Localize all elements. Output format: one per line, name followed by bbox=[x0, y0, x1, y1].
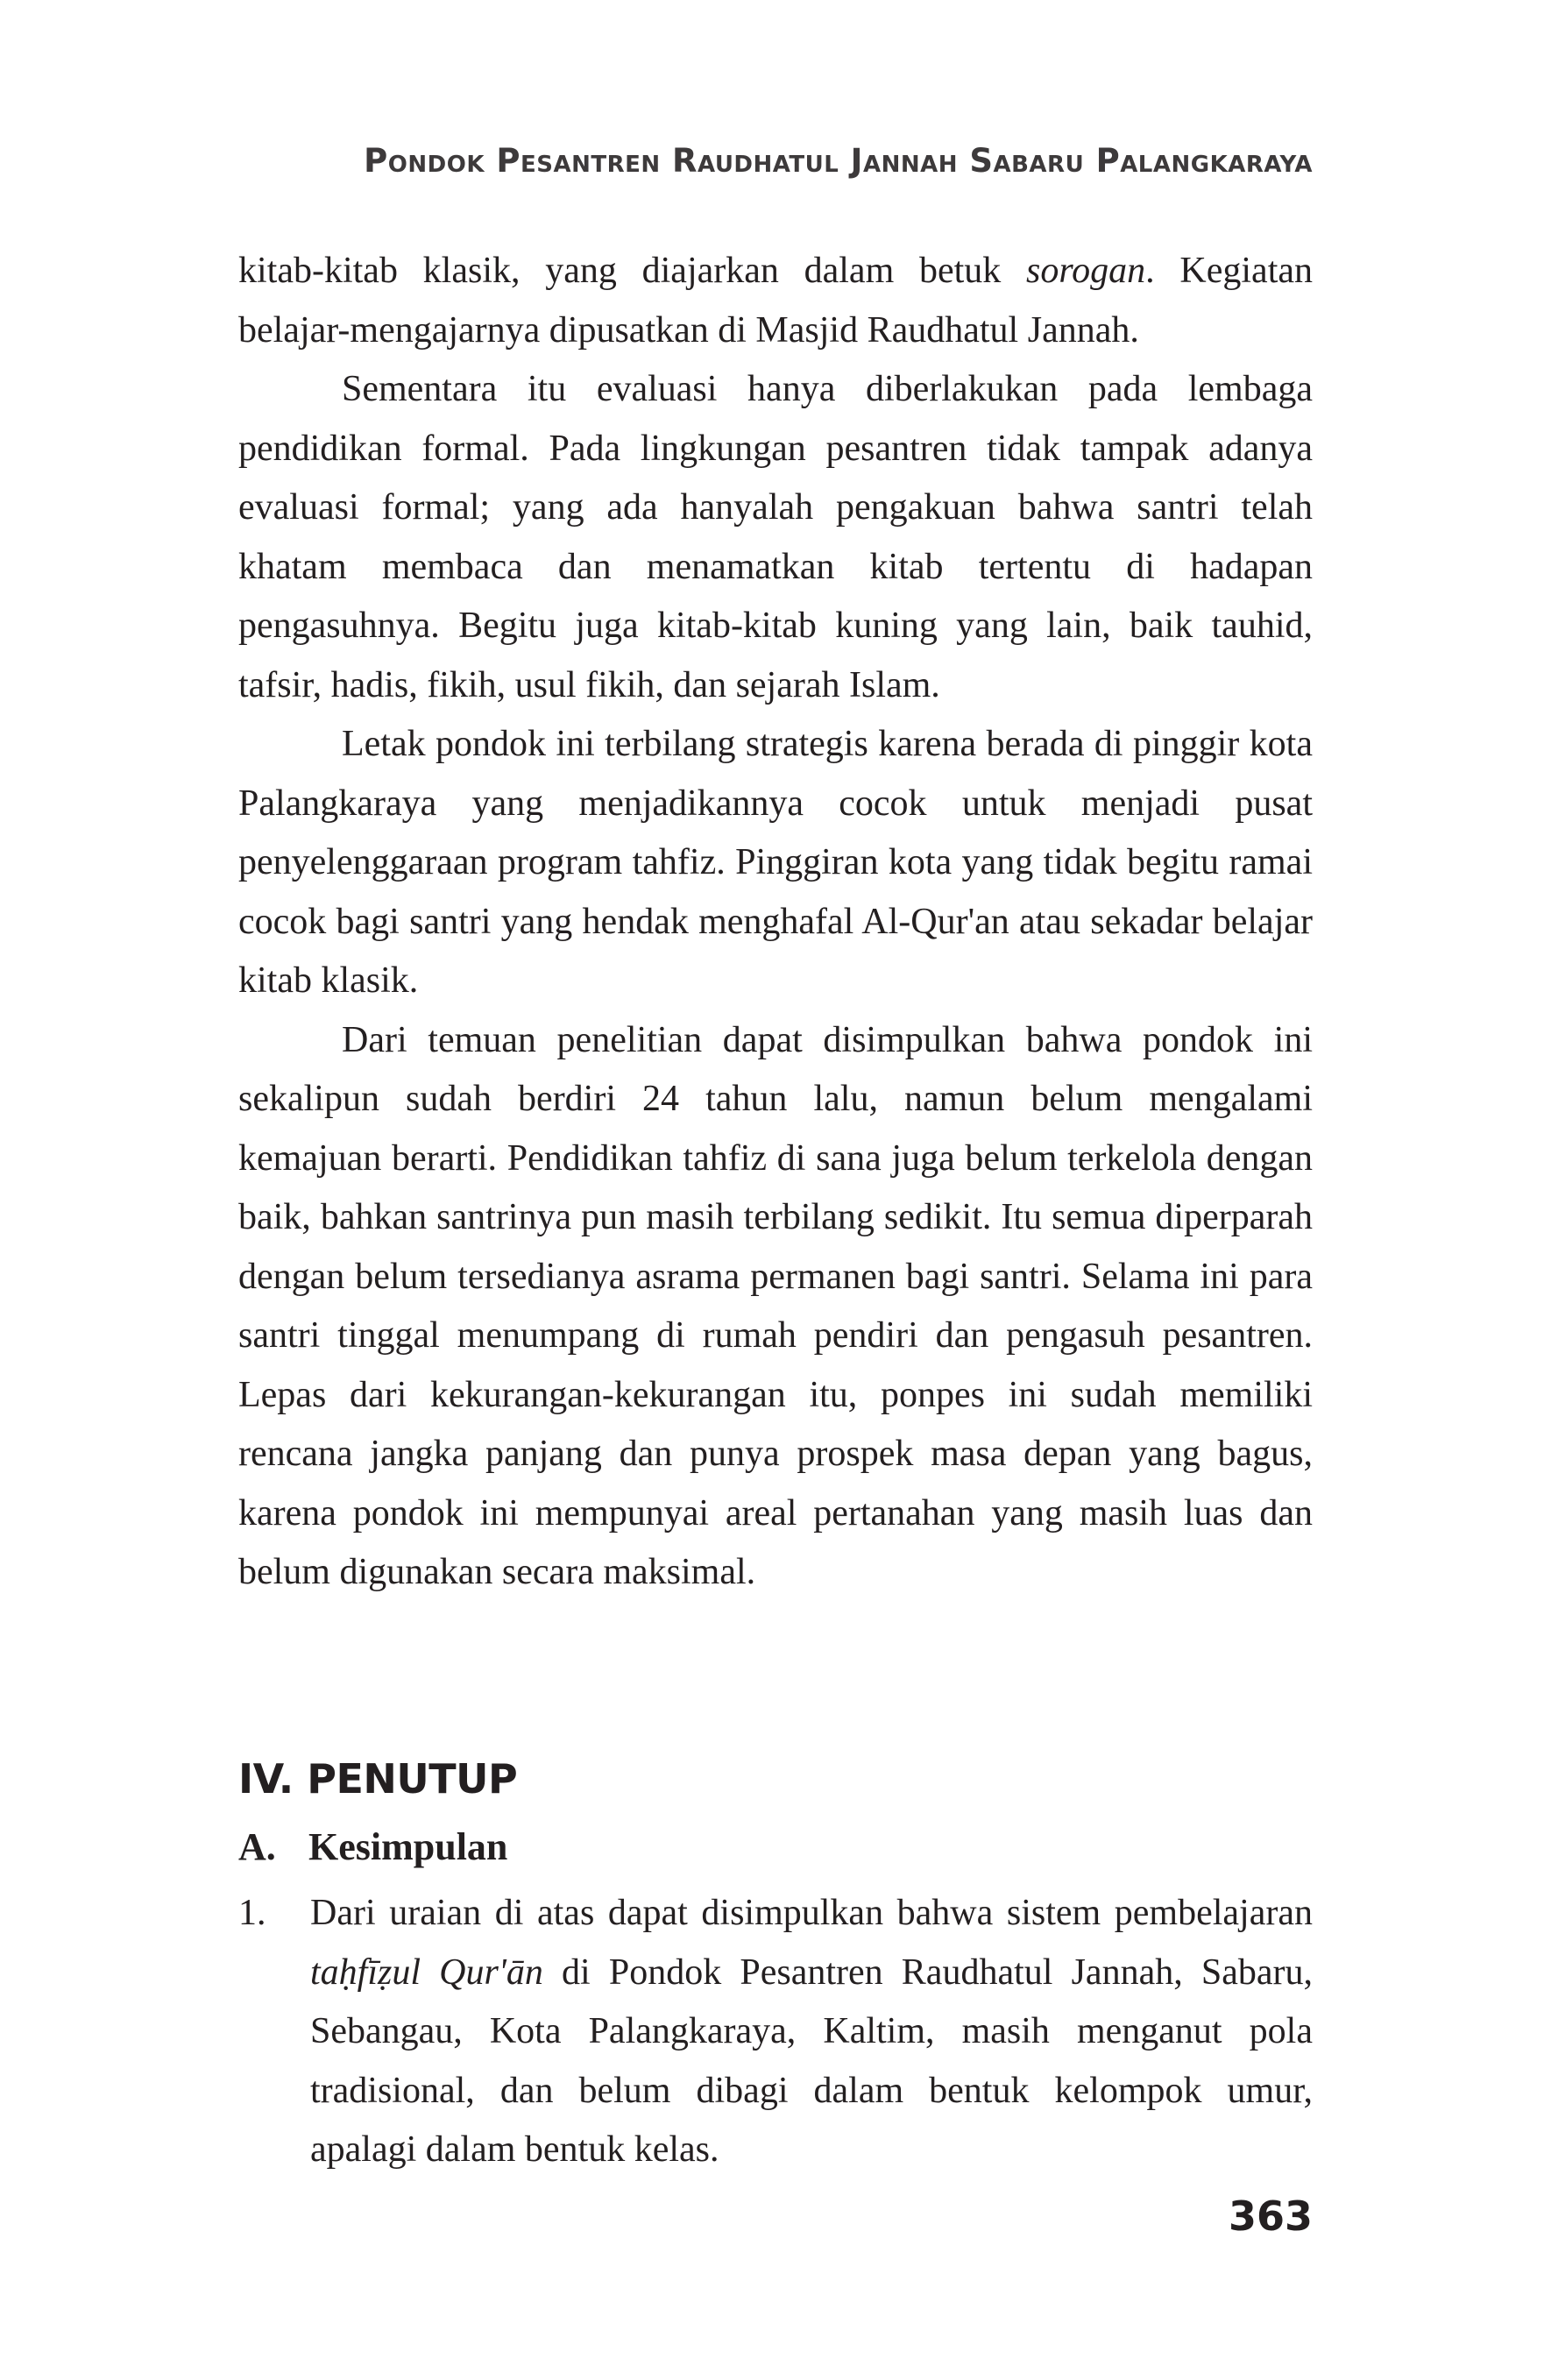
paragraph-continued bbox=[238, 242, 1313, 360]
running-header: Pondok Pesantren Raudhatul Jannah Sabaru Palangkaraya bbox=[364, 142, 1313, 180]
list-item bbox=[238, 1884, 1313, 2180]
subsection-label: A. bbox=[238, 1825, 276, 1868]
italic-term: taḥfīẓul Qur'ān bbox=[310, 1951, 543, 1993]
subsection-heading bbox=[238, 1821, 507, 1874]
body-text bbox=[238, 242, 1313, 1603]
list-item-text-part: di Pondok Pesantren Raudhatul Jannah, Sabaru, Sebangau, Kota Palangkaraya, Kaltim, masih menganut pola tradisional, dan belum dibagi dalam bentuk kelompok umur, apalagi dalam bentuk kelas. bbox=[310, 1951, 1313, 2170]
paragraph-text: . Kegiatan belajar-mengajarnya dipusatkan di Masjid Raudhatul Jannah. bbox=[238, 251, 1314, 351]
list-item-text bbox=[310, 1884, 1313, 2180]
page-number: 363 bbox=[1228, 2192, 1313, 2240]
conclusion-list bbox=[238, 1884, 1313, 2180]
paragraph-evaluation: Sementara itu evaluasi hanya diberlakukan pada lembaga pendidikan formal. Pada lingkungan pesantren tidak tampak adanya evaluasi formal; yang ada hanyalah pengakuan bahwa santri telah khatam membaca dan menamatkan kitab tertentu di hadapan pengasuhnya. Begitu juga kitab-kitab kuning yang lain, baik tauhid, tafsir, hadis, fikih, usul fikih, dan sejarah Islam. bbox=[238, 369, 1313, 705]
list-item-text-part: Dari uraian di atas dapat disimpulkan bahwa sistem pembelajaran bbox=[310, 1893, 1313, 1933]
paragraph-text: kitab-kitab klasik, yang diajarkan dalam betuk bbox=[238, 251, 1027, 291]
list-item-number: 1. bbox=[238, 1893, 266, 1933]
paragraph-location: Letak pondok ini terbilang strategis karena berada di pinggir kota Palangkaraya yang menjadikannya cocok untuk menjadi pusat penyelenggaraan program tahfiz. Pinggiran kota yang tidak begitu ramai cocok bagi santri yang hendak menghafal Al-Qur'an atau sekadar belajar kitab klasik. bbox=[238, 724, 1313, 1001]
paragraph-findings: Dari temuan penelitian dapat disimpulkan bahwa pondok ini sekalipun sudah berdiri 24 tahun lalu, namun belum mengalami kemajuan berarti. Pendidikan tahfiz di sana juga belum terkelola dengan baik, bahkan santrinya pun masih terbilang sedikit. Itu semua diperparah dengan belum tersedianya asrama permanen bagi santri. Selama ini para santri tinggal menumpang di rumah pendiri dan pengasuh pesantren. Lepas dari kekurangan-kekurangan itu, ponpes ini sudah memiliki rencana jangka panjang dan punya prospek masa depan yang bagus, karena pondok ini mempunyai areal pertanahan yang masih luas dan belum digunakan secara maksimal. bbox=[238, 1019, 1313, 1592]
italic-term: sorogan bbox=[1026, 251, 1146, 291]
section-heading: IV. PENUTUP bbox=[238, 1755, 518, 1803]
subsection-title: Kesimpulan bbox=[308, 1825, 508, 1868]
